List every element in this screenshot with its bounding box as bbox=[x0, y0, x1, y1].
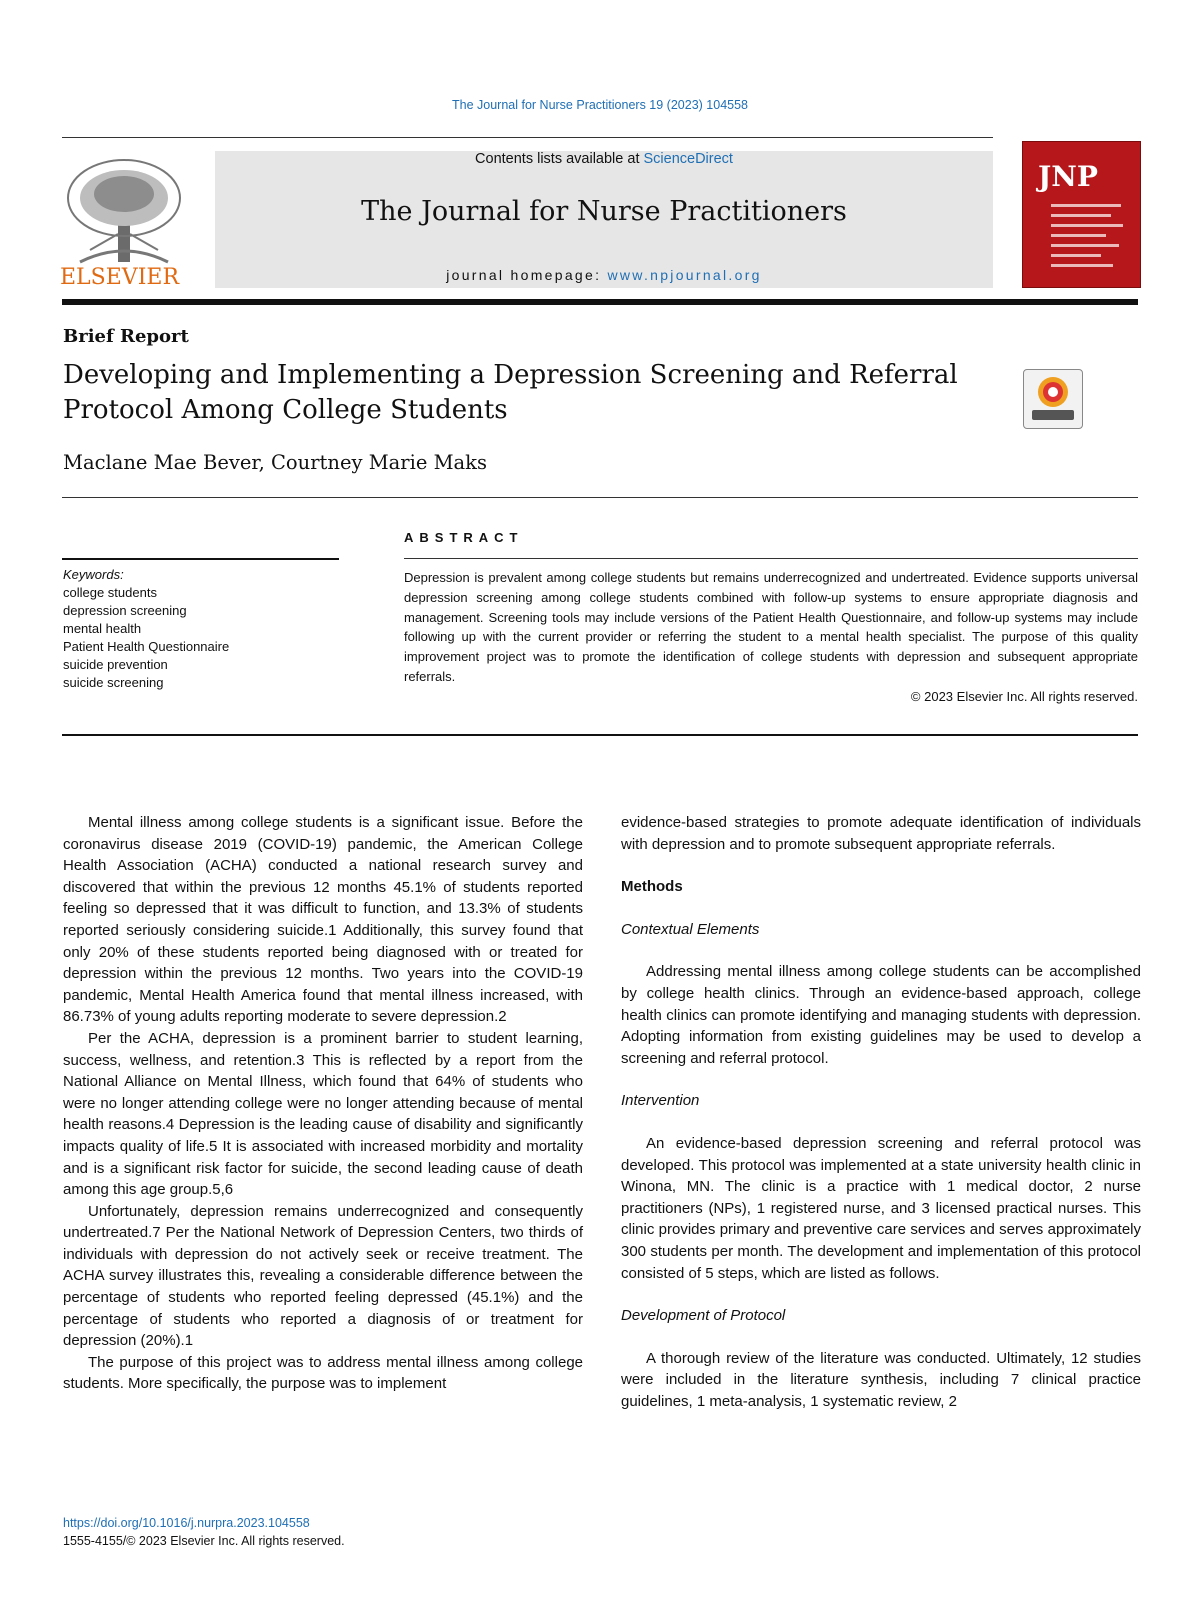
keywords-label: Keywords: bbox=[63, 567, 124, 582]
cover-line bbox=[1051, 214, 1111, 217]
homepage-line bbox=[215, 267, 993, 283]
body-column-right bbox=[621, 812, 1141, 1412]
journal-masthead bbox=[215, 151, 993, 288]
divider bbox=[404, 558, 1138, 559]
keyword: suicide prevention bbox=[63, 657, 168, 672]
abstract-heading: ABSTRACT bbox=[404, 530, 524, 545]
homepage-link[interactable]: www.npjournal.org bbox=[607, 267, 762, 283]
cover-line bbox=[1051, 264, 1113, 267]
subsection-heading: Contextual Elements bbox=[621, 920, 760, 938]
section-heading-methods: Methods bbox=[621, 878, 683, 896]
issn-line: 1555-4155/© 2023 Elsevier Inc. All rights reserved. bbox=[63, 1534, 345, 1548]
cover-line bbox=[1051, 254, 1101, 257]
article-type: Brief Report bbox=[63, 326, 189, 347]
divider bbox=[62, 558, 339, 560]
title-line: Protocol Among College Students bbox=[63, 395, 508, 425]
paragraph: Per the ACHA, depression is a prominent barrier to student learning, success, wellness, and retention.3 This is reflected by a report from the National Alliance on Mental Illness, which found that 64% of students who were no longer attending college were no longer attending because of mental health reasons.4 Depression is the leading cause of disability and significantly impacts quality of life.5 It is associated with increased morbidity and mortality and is a significant risk factor for suicide, the second leading cause of death among this age group.5,6 bbox=[63, 1029, 583, 1199]
contents-line bbox=[215, 151, 993, 167]
abstract-text: Depression is prevalent among college students but remains underrecognized and undertreated. Evidence supports universal depression screening among college students combined with follow-up systems to ensure appropriate diagnosis and management. Screening tools may include versions of the Patient Health Questionnaire, and follow-up systems may include following up with the current provider or referring the student to a mental health specialist. The purpose of this quality improvement project was to promote the identification of college students with depression and subsequent appropriate referrals. bbox=[404, 570, 1138, 684]
divider bbox=[62, 497, 1138, 498]
contents-prefix: Contents lists available at bbox=[475, 151, 644, 167]
homepage-prefix: journal homepage: bbox=[446, 267, 608, 283]
cover-line bbox=[1051, 234, 1106, 237]
keyword: suicide screening bbox=[63, 675, 164, 690]
paragraph: A thorough review of the literature was conducted. Ultimately, 12 studies were included in the literature synthesis, including 7 clinical practice guidelines, 1 meta-analysis, 1 systematic review, 2 bbox=[621, 1349, 1141, 1410]
article-title bbox=[63, 358, 993, 428]
tree-icon bbox=[60, 150, 190, 290]
paragraph: evidence-based strategies to promote adequate identification of individuals with depression and to promote subsequent appropriate referrals. bbox=[621, 814, 1141, 853]
subsection-heading: Development of Protocol bbox=[621, 1307, 786, 1325]
paragraph: An evidence-based depression screening and referral protocol was developed. This protocol was implemented at a state university health clinic in Winona, MN. The clinic is a practice with 1 medical doctor, 2 nurse practitioners (NPs), 1 registered nurse, and 3 licensed practical nurses. This clinic provides primary and preventive care services and serves approximately 300 students per month. The development and implementation of this protocol consisted of 5 steps, which are listed as follows. bbox=[621, 1134, 1141, 1282]
keywords-list bbox=[63, 566, 229, 692]
paragraph: Addressing mental illness among college students can be accomplished by college health clinics. Through an evidence-based approach, college health clinics can promote identifying and managing students with depression. Adopting information from existing guidelines may be used to develop a screening and referral protocol. bbox=[621, 963, 1141, 1067]
journal-title: The Journal for Nurse Practitioners bbox=[361, 196, 847, 227]
divider bbox=[62, 137, 993, 138]
paragraph: Mental illness among college students is a significant issue. Before the coronavirus disease 2019 (COVID-19) pandemic, the American College Health Association (ACHA) conducted a national research survey and discovered that within the previous 12 months 45.1% of students reported feeling so depressed that it was difficult to function, and 13.3% of students reported seriously considering suicide.1 Additionally, this survey found that only 20% of these students reported being diagnosed with or treated for depression within the previous 12 months. Two years into the COVID-19 pandemic, Mental Health America found that mental illness increased, with 86.73% of young adults reporting moderate to severe depression.2 bbox=[63, 814, 583, 1026]
cover-line bbox=[1051, 204, 1121, 207]
journal-cover-image[interactable] bbox=[1022, 141, 1141, 288]
keyword: college students bbox=[63, 585, 157, 600]
sciencedirect-link[interactable]: ScienceDirect bbox=[643, 151, 733, 167]
elsevier-wordmark: ELSEVIER bbox=[60, 265, 180, 290]
title-line: Developing and Implementing a Depression Screening and Referral bbox=[63, 360, 958, 390]
keyword: mental health bbox=[63, 621, 142, 636]
keyword: Patient Health Questionnaire bbox=[63, 639, 230, 654]
page-footer bbox=[63, 1514, 345, 1550]
running-header[interactable]: The Journal for Nurse Practitioners 19 (2023) 104558 bbox=[452, 98, 748, 112]
cover-line bbox=[1051, 244, 1119, 247]
divider bbox=[62, 734, 1138, 736]
body-column-left bbox=[63, 812, 583, 1395]
paragraph: Unfortunately, depression remains underrecognized and consequently undertreated.7 Per the National Network of Depression Centers, two thirds of individuals with depression do not actively seek or receive treatment. The ACHA survey illustrates this, revealing a considerable difference between the percentage of students who reported feeling depressed (45.1%) and the percentage of students who reported a diagnosis of or treatment for depression (20%).1 bbox=[63, 1202, 583, 1350]
check-for-updates-icon bbox=[1024, 370, 1082, 428]
doi-link[interactable]: https://doi.org/10.1016/j.nurpra.2023.104558 bbox=[63, 1516, 310, 1530]
subsection-heading: Intervention bbox=[621, 1092, 700, 1110]
paragraph: The purpose of this project was to address mental illness among college students. More specifically, the purpose was to implement bbox=[63, 1353, 583, 1393]
check-for-updates-button[interactable] bbox=[1023, 369, 1083, 429]
authors[interactable]: Maclane Mae Bever, Courtney Marie Maks bbox=[63, 451, 488, 474]
cover-title: JNP bbox=[1038, 160, 1098, 193]
cover-line bbox=[1051, 224, 1123, 227]
elsevier-logo bbox=[60, 150, 190, 290]
divider bbox=[62, 299, 1138, 305]
keyword: depression screening bbox=[63, 603, 187, 618]
abstract-copyright: © 2023 Elsevier Inc. All rights reserved. bbox=[910, 689, 1138, 704]
